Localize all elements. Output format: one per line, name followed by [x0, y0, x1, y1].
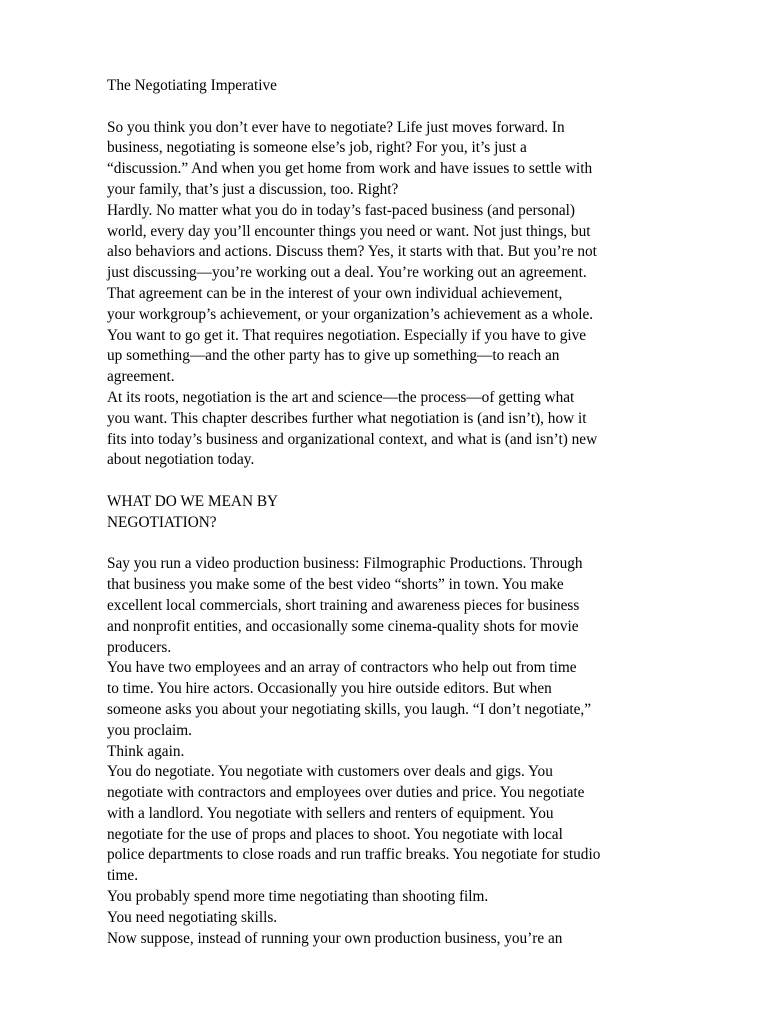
paragraph-spacer	[107, 534, 707, 555]
text-line: business, negotiating is someone else’s job, right? For you, it’s just a	[107, 139, 527, 157]
text-line: Say you run a video production business: Filmographic Productions. Through	[107, 555, 583, 573]
text-line: someone asks you about your negotiating skills, you laugh. “I don’t negotiate,”	[107, 700, 592, 718]
text-line: You do negotiate. You negotiate with customers over deals and gigs. You	[107, 763, 553, 781]
text-line: with a landlord. You negotiate with sellers and renters of equipment. You	[107, 804, 554, 822]
heading-line: WHAT DO WE MEAN BY	[107, 492, 279, 510]
text-line: your workgroup’s achievement, or your organization’s achievement as a whole.	[107, 305, 594, 323]
text-line: fits into today’s business and organizational context, and what is (and isn’t) new	[107, 430, 598, 448]
text-line: and nonprofit entities, and occasionally some cinema-quality shots for movie	[107, 617, 579, 635]
text-line: about negotiation today.	[107, 451, 255, 469]
text-line: That agreement can be in the interest of your own individual achievement,	[107, 284, 563, 302]
text-line: producers.	[107, 638, 172, 656]
text-line: to time. You hire actors. Occasionally you hire outside editors. But when	[107, 680, 552, 698]
text-line: Now suppose, instead of running your own production business, you’re an	[107, 929, 563, 947]
text-line: that business you make some of the best video “shorts” in town. You make	[107, 576, 564, 594]
text-line: world, every day you’ll encounter things you need or want. Not just things, but	[107, 222, 591, 240]
text-line: excellent local commercials, short training and awareness pieces for business	[107, 596, 580, 614]
body-section	[107, 554, 707, 949]
text-line: you proclaim.	[107, 721, 192, 739]
text-line: negotiate with contractors and employees over duties and price. You negotiate	[107, 784, 585, 802]
paragraph-spacer	[107, 97, 707, 118]
text-line: Think again.	[107, 742, 185, 760]
heading-line: NEGOTIATION?	[107, 513, 217, 531]
text-line: also behaviors and actions. Discuss them? Yes, it starts with that. But you’re not	[107, 243, 597, 261]
text-line: time.	[107, 867, 139, 885]
intro-section	[107, 118, 707, 472]
text-line: just discussing—you’re working out a deal. You’re working out an agreement.	[107, 264, 587, 282]
text-line: You probably spend more time negotiating than shooting film.	[107, 888, 489, 906]
document-title: The Negotiating Imperative	[107, 77, 277, 94]
paragraph-spacer	[107, 471, 707, 492]
text-line: So you think you don’t ever have to negotiate? Life just moves forward. In	[107, 118, 565, 136]
text-line: “discussion.” And when you get home from work and have issues to settle with	[107, 160, 593, 178]
text-line: your family, that’s just a discussion, too. Right?	[107, 180, 399, 198]
text-line: You want to go get it. That requires negotiation. Especially if you have to give	[107, 326, 587, 344]
text-line: up something—and the other party has to give up something—to reach an	[107, 347, 560, 365]
text-line: police departments to close roads and run traffic breaks. You negotiate for studio	[107, 846, 601, 864]
document-text	[107, 76, 707, 949]
text-line: you want. This chapter describes further what negotiation is (and isn’t), how it	[107, 409, 587, 427]
text-line: agreement.	[107, 368, 175, 386]
text-line: negotiate for the use of props and places to shoot. You negotiate with local	[107, 825, 563, 843]
text-line: At its roots, negotiation is the art and science—the process—of getting what	[107, 388, 575, 406]
section-heading	[107, 492, 707, 534]
text-line: You have two employees and an array of contractors who help out from time	[107, 659, 577, 677]
text-line: Hardly. No matter what you do in today’s fast-paced business (and personal)	[107, 201, 575, 219]
text-line: You need negotiating skills.	[107, 908, 278, 926]
